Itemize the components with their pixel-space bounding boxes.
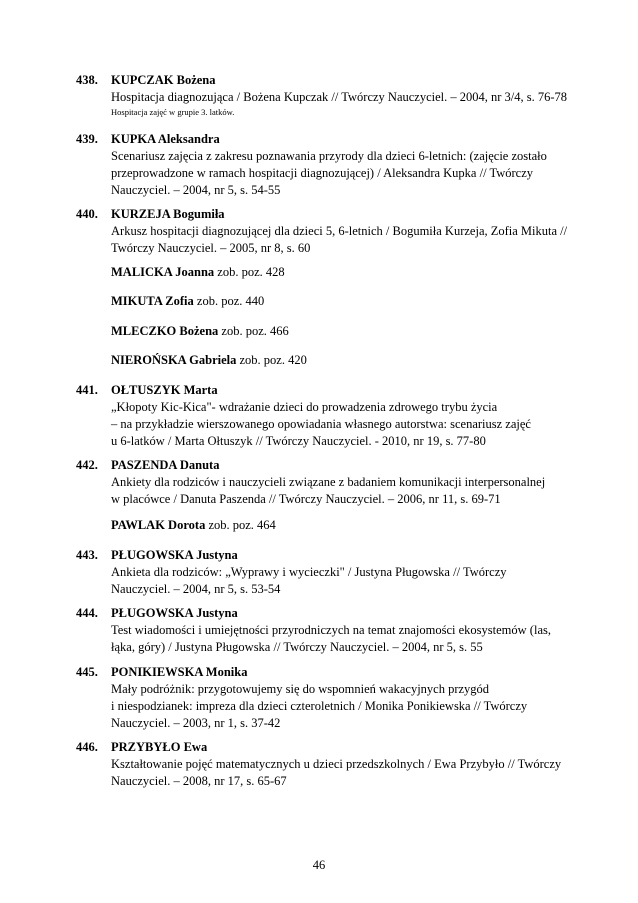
reference-target: zob. poz. 420 [236,353,307,367]
page-number: 46 [312,858,326,872]
entry-text-line: „Kłopoty Kic-Kica"- wdrażanie dzieci do prowadzenia zdrowego trybu życia [111,400,498,414]
entry-text-line: przeprowadzone w ramach hospitacji diagnozującej) / Aleksandra Kupka // Twórczy [111,166,533,180]
entry-number: 446. [76,740,98,754]
entry-author: PŁUGOWSKA Justyna [111,606,238,620]
entry-text-line: Nauczyciel. – 2003, nr 1, s. 37-42 [111,716,281,730]
reference-author: MALICKA Joanna [111,265,215,279]
entry-number: 442. [76,458,98,472]
entry-text-line: Scenariusz zajęcia z zakresu poznawania przyrody dla dzieci 6-letnich: (zajęcie zostało [111,149,547,163]
entry-text-line: w placówce / Danuta Paszenda // Twórczy Nauczyciel. – 2006, nr 11, s. 69-71 [111,492,501,506]
entry-text-line: – na przykładzie wierszowanego opowiadania własnego autorstwa: scenariusz zajęć [111,417,531,431]
entry-text-line: Hospitacja diagnozująca / Bożena Kupczak // Twórczy Nauczyciel. – 2004, nr 3/4, s. 76-78 [111,90,568,104]
entry-number: 441. [76,383,98,397]
entry-text-line: Ankieta dla rodziców: „Wyprawy i wycieczki" / Justyna Pługowska // Twórczy [111,565,507,579]
entry-author: PRZYBYŁO Ewa [111,740,208,754]
entry-author: PŁUGOWSKA Justyna [111,548,238,562]
entry-author: KUPCZAK Bożena [111,73,216,87]
reference-author: MLECZKO Bożena [111,324,219,338]
entry-author: OŁTUSZYK Marta [111,383,218,397]
entry-author: KUPKA Aleksandra [111,132,220,146]
entry-author: PASZENDA Danuta [111,458,220,472]
entry-number: 440. [76,207,98,221]
reference-target: zob. poz. 440 [193,294,265,308]
entry-text-line: Arkusz hospitacji diagnozującej dla dzieci 5, 6-letnich / Bogumiła Kurzeja, Zofia Mikuta // [111,224,568,238]
reference-author: NIEROŃSKA Gabriela [111,353,237,367]
entry-text-line: łąka, góry) / Justyna Pługowska // Twórczy Nauczyciel. – 2004, nr 5, s. 55 [111,640,483,654]
entry-text-line: Nauczyciel. – 2008, nr 17, s. 65-67 [111,774,287,788]
reference-author: MIKUTA Zofia [111,294,194,308]
entry-text-line: Nauczyciel. – 2004, nr 5, s. 54-55 [111,183,281,197]
reference-target: zob. poz. 464 [205,518,276,532]
entry-number: 444. [76,606,98,620]
entry-text-line: Mały podróżnik: przygotowujemy się do wspomnień wakacyjnych przygód [111,682,490,696]
entry-text-line: Kształtowanie pojęć matematycznych u dzieci przedszkolnych / Ewa Przybyło // Twórczy [111,757,562,771]
entry-text-line: Nauczyciel. – 2004, nr 5, s. 53-54 [111,582,281,596]
entry-text-line: Twórczy Nauczyciel. – 2005, nr 8, s. 60 [111,241,311,255]
reference-author: PAWLAK Dorota [111,518,206,532]
entry-text-line: u 6-latków / Marta Ołtuszyk // Twórczy Nauczyciel. - 2010, nr 19, s. 77-80 [111,434,486,448]
entry-text-line: Test wiadomości i umiejętności przyrodniczych na temat znajomości ekosystemów (las, [111,623,551,637]
reference-target: zob. poz. 428 [214,265,285,279]
entry-number: 443. [76,548,98,562]
reference-target: zob. poz. 466 [218,324,289,338]
entry-note: Hospitacja zajęć w grupie 3. latków. [111,107,235,117]
entry-number: 439. [76,132,98,146]
entry-number: 445. [76,665,98,679]
entry-number: 438. [76,73,98,87]
entry-text-line: i niespodzianek: impreza dla dzieci czteroletnich / Monika Ponikiewska // Twórczy [111,699,528,713]
entry-author: PONIKIEWSKA Monika [111,665,248,679]
entry-text-line: Ankiety dla rodziców i nauczycieli związane z badaniem komunikacji interpersonalnej [111,475,546,489]
entry-author: KURZEJA Bogumiła [111,207,225,221]
